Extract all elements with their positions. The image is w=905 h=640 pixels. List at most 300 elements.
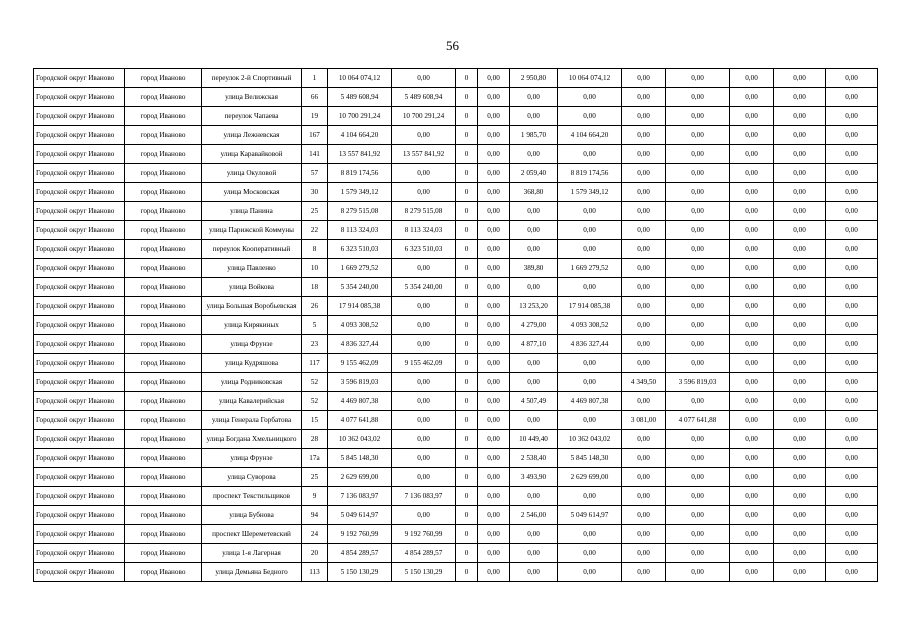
cell-count-col-7: 0: [456, 107, 478, 126]
cell-value-col-13: 0,00: [730, 126, 774, 145]
cell-area-col-11: 0,00: [622, 544, 666, 563]
cell-area-col-9: 0,00: [510, 221, 558, 240]
cell-count-col-7: 0: [456, 544, 478, 563]
cell-cost-col-6: 5 354 240,00: [392, 278, 456, 297]
cell-street: проспект Текстильщиков: [202, 487, 302, 506]
cell-cost-col-12: 0,00: [666, 316, 730, 335]
cell-total-cost: 4 077 641,88: [328, 411, 392, 430]
table-row: [34, 69, 878, 88]
cell-cost-col-12: 0,00: [666, 449, 730, 468]
cell-house-number: 28: [302, 430, 328, 449]
cell-area-col-11: 0,00: [622, 297, 666, 316]
cell-area-col-9: 0,00: [510, 544, 558, 563]
cell-value-col-13: 0,00: [730, 88, 774, 107]
cell-count-col-7: 0: [456, 202, 478, 221]
cell-cost-col-6: 4 854 289,57: [392, 544, 456, 563]
cell-value-col-13: 0,00: [730, 259, 774, 278]
cell-area-col-11: 0,00: [622, 449, 666, 468]
cell-value-col-8: 0,00: [478, 563, 510, 582]
cell-cost-col-12: 0,00: [666, 88, 730, 107]
cell-total-cost: 6 323 510,03: [328, 240, 392, 259]
cell-street: улица Павленко: [202, 259, 302, 278]
cell-cost-col-10: 0,00: [558, 88, 622, 107]
cell-value-col-14: 0,00: [774, 126, 826, 145]
cell-area-col-9: 2 546,00: [510, 506, 558, 525]
cell-cost-col-6: 7 136 083,97: [392, 487, 456, 506]
cell-locality: город Иваново: [125, 259, 202, 278]
table-row: [34, 221, 878, 240]
cell-locality: город Иваново: [125, 544, 202, 563]
cell-value-col-14: 0,00: [774, 145, 826, 164]
cell-locality: город Иваново: [125, 392, 202, 411]
cell-cost-col-10: 4 836 327,44: [558, 335, 622, 354]
cell-house-number: 52: [302, 392, 328, 411]
cell-house-number: 23: [302, 335, 328, 354]
cell-value-col-13: 0,00: [730, 506, 774, 525]
cell-total-cost: 4 836 327,44: [328, 335, 392, 354]
cell-cost-col-12: 0,00: [666, 126, 730, 145]
cell-area-col-9: 1 985,70: [510, 126, 558, 145]
cell-value-col-15: 0,00: [826, 354, 878, 373]
cell-value-col-13: 0,00: [730, 449, 774, 468]
cell-house-number: 24: [302, 525, 328, 544]
cell-house-number: 167: [302, 126, 328, 145]
cell-district: Городской округ Иваново: [34, 525, 125, 544]
cell-cost-col-10: 0,00: [558, 544, 622, 563]
cell-area-col-11: 0,00: [622, 316, 666, 335]
cell-value-col-8: 0,00: [478, 392, 510, 411]
cell-area-col-9: 0,00: [510, 354, 558, 373]
cell-value-col-15: 0,00: [826, 316, 878, 335]
cell-house-number: 20: [302, 544, 328, 563]
cell-value-col-15: 0,00: [826, 335, 878, 354]
cell-cost-col-6: 0,00: [392, 164, 456, 183]
cell-house-number: 1: [302, 69, 328, 88]
cell-value-col-14: 0,00: [774, 430, 826, 449]
cell-count-col-7: 0: [456, 449, 478, 468]
cell-house-number: 113: [302, 563, 328, 582]
cell-area-col-11: 0,00: [622, 278, 666, 297]
cell-area-col-9: 0,00: [510, 278, 558, 297]
cell-locality: город Иваново: [125, 316, 202, 335]
cell-cost-col-12: 3 596 819,03: [666, 373, 730, 392]
cell-locality: город Иваново: [125, 69, 202, 88]
cell-street: улица Суворова: [202, 468, 302, 487]
cell-value-col-8: 0,00: [478, 221, 510, 240]
cell-district: Городской округ Иваново: [34, 278, 125, 297]
cell-street: проспект Шереметевский: [202, 525, 302, 544]
cell-locality: город Иваново: [125, 221, 202, 240]
cell-total-cost: 1 669 279,52: [328, 259, 392, 278]
cell-total-cost: 5 489 608,94: [328, 88, 392, 107]
cell-cost-col-12: 0,00: [666, 354, 730, 373]
cell-value-col-13: 0,00: [730, 316, 774, 335]
cell-value-col-15: 0,00: [826, 145, 878, 164]
cell-locality: город Иваново: [125, 240, 202, 259]
cell-cost-col-10: 0,00: [558, 145, 622, 164]
cell-value-col-15: 0,00: [826, 449, 878, 468]
table-row: [34, 411, 878, 430]
cell-value-col-8: 0,00: [478, 126, 510, 145]
cell-value-col-13: 0,00: [730, 164, 774, 183]
cell-value-col-13: 0,00: [730, 354, 774, 373]
table-row: [34, 563, 878, 582]
cell-cost-col-10: 0,00: [558, 563, 622, 582]
cell-cost-col-12: 0,00: [666, 487, 730, 506]
cell-count-col-7: 0: [456, 126, 478, 145]
cell-total-cost: 5 150 130,29: [328, 563, 392, 582]
cell-value-col-15: 0,00: [826, 297, 878, 316]
cell-district: Городской округ Иваново: [34, 88, 125, 107]
cell-count-col-7: 0: [456, 525, 478, 544]
cell-value-col-13: 0,00: [730, 335, 774, 354]
cell-value-col-13: 0,00: [730, 202, 774, 221]
cell-area-col-9: 0,00: [510, 240, 558, 259]
cell-area-col-11: 0,00: [622, 525, 666, 544]
cell-cost-col-6: 0,00: [392, 259, 456, 278]
cell-count-col-7: 0: [456, 563, 478, 582]
cell-count-col-7: 0: [456, 487, 478, 506]
cell-cost-col-10: 0,00: [558, 411, 622, 430]
cell-cost-col-12: 0,00: [666, 183, 730, 202]
cell-area-col-11: 0,00: [622, 164, 666, 183]
cell-district: Городской округ Иваново: [34, 354, 125, 373]
cell-cost-col-6: 0,00: [392, 316, 456, 335]
cell-district: Городской округ Иваново: [34, 221, 125, 240]
cell-area-col-11: 3 081,00: [622, 411, 666, 430]
cell-value-col-15: 0,00: [826, 544, 878, 563]
cell-street: переулок Кооперативный: [202, 240, 302, 259]
cell-total-cost: 9 192 760,99: [328, 525, 392, 544]
cell-district: Городской округ Иваново: [34, 316, 125, 335]
cell-area-col-11: 0,00: [622, 202, 666, 221]
table-row: [34, 449, 878, 468]
cell-total-cost: 4 469 807,38: [328, 392, 392, 411]
cell-locality: город Иваново: [125, 506, 202, 525]
cell-value-col-8: 0,00: [478, 240, 510, 259]
cell-value-col-8: 0,00: [478, 373, 510, 392]
cell-house-number: 10: [302, 259, 328, 278]
cell-street: улица Генерала Горбатова: [202, 411, 302, 430]
cell-count-col-7: 0: [456, 278, 478, 297]
table-row: [34, 373, 878, 392]
cell-area-col-9: 0,00: [510, 373, 558, 392]
cell-district: Городской округ Иваново: [34, 297, 125, 316]
cell-value-col-14: 0,00: [774, 221, 826, 240]
cell-cost-col-6: 0,00: [392, 335, 456, 354]
cell-district: Городской округ Иваново: [34, 506, 125, 525]
cell-area-col-11: 0,00: [622, 430, 666, 449]
cell-value-col-14: 0,00: [774, 411, 826, 430]
cell-street: улица Родниковская: [202, 373, 302, 392]
cell-cost-col-6: 9 192 760,99: [392, 525, 456, 544]
cell-value-col-14: 0,00: [774, 373, 826, 392]
cell-value-col-13: 0,00: [730, 411, 774, 430]
cell-locality: город Иваново: [125, 145, 202, 164]
cell-cost-col-6: 0,00: [392, 69, 456, 88]
cell-value-col-14: 0,00: [774, 335, 826, 354]
cell-value-col-8: 0,00: [478, 430, 510, 449]
cell-value-col-15: 0,00: [826, 183, 878, 202]
table-row: [34, 316, 878, 335]
cell-value-col-14: 0,00: [774, 278, 826, 297]
cell-value-col-15: 0,00: [826, 240, 878, 259]
cell-locality: город Иваново: [125, 88, 202, 107]
cell-district: Городской округ Иваново: [34, 107, 125, 126]
cell-area-col-11: 0,00: [622, 335, 666, 354]
cell-cost-col-12: 0,00: [666, 335, 730, 354]
cell-value-col-15: 0,00: [826, 107, 878, 126]
cell-area-col-11: 0,00: [622, 392, 666, 411]
cell-area-col-9: 0,00: [510, 487, 558, 506]
cell-cost-col-10: 10 064 074,12: [558, 69, 622, 88]
cell-house-number: 17а: [302, 449, 328, 468]
cell-area-col-11: 0,00: [622, 240, 666, 259]
cell-value-col-15: 0,00: [826, 468, 878, 487]
cell-area-col-9: 4 279,00: [510, 316, 558, 335]
table-row: [34, 164, 878, 183]
cell-value-col-14: 0,00: [774, 468, 826, 487]
cell-street: улица Фрунзе: [202, 449, 302, 468]
cell-value-col-15: 0,00: [826, 69, 878, 88]
cell-area-col-11: 0,00: [622, 88, 666, 107]
cell-area-col-11: 4 349,50: [622, 373, 666, 392]
cell-value-col-13: 0,00: [730, 107, 774, 126]
cell-area-col-9: 0,00: [510, 107, 558, 126]
cell-cost-col-12: 0,00: [666, 69, 730, 88]
cell-street: улица Бубнова: [202, 506, 302, 525]
cell-cost-col-10: 8 819 174,56: [558, 164, 622, 183]
cell-street: улица 1-я Лагерная: [202, 544, 302, 563]
cell-area-col-9: 2 538,40: [510, 449, 558, 468]
cell-count-col-7: 0: [456, 297, 478, 316]
cell-district: Городской округ Иваново: [34, 487, 125, 506]
table-row: [34, 335, 878, 354]
cell-value-col-15: 0,00: [826, 563, 878, 582]
cell-area-col-11: 0,00: [622, 107, 666, 126]
cell-area-col-9: 3 493,90: [510, 468, 558, 487]
cell-district: Городской округ Иваново: [34, 183, 125, 202]
cell-cost-col-6: 6 323 510,03: [392, 240, 456, 259]
cell-cost-col-6: 5 489 608,94: [392, 88, 456, 107]
cell-cost-col-10: 0,00: [558, 525, 622, 544]
cell-area-col-9: 0,00: [510, 525, 558, 544]
cell-district: Городской округ Иваново: [34, 202, 125, 221]
cell-cost-col-6: 8 279 515,08: [392, 202, 456, 221]
cell-value-col-13: 0,00: [730, 544, 774, 563]
cell-cost-col-12: 0,00: [666, 278, 730, 297]
cell-value-col-13: 0,00: [730, 145, 774, 164]
cell-cost-col-6: 0,00: [392, 373, 456, 392]
cell-cost-col-12: 0,00: [666, 468, 730, 487]
cell-cost-col-12: 0,00: [666, 145, 730, 164]
table-row: [34, 88, 878, 107]
cell-district: Городской округ Иваново: [34, 145, 125, 164]
table-row: [34, 202, 878, 221]
cell-value-col-14: 0,00: [774, 259, 826, 278]
cell-total-cost: 4 854 289,57: [328, 544, 392, 563]
cell-value-col-15: 0,00: [826, 392, 878, 411]
cell-area-col-11: 0,00: [622, 259, 666, 278]
cell-area-col-9: 4 877,10: [510, 335, 558, 354]
cell-cost-col-12: 0,00: [666, 525, 730, 544]
cell-house-number: 25: [302, 202, 328, 221]
cell-district: Городской округ Иваново: [34, 544, 125, 563]
cell-street: переулок 2-й Спортивный: [202, 69, 302, 88]
cell-cost-col-12: 0,00: [666, 240, 730, 259]
cell-value-col-15: 0,00: [826, 525, 878, 544]
cell-count-col-7: 0: [456, 468, 478, 487]
cell-cost-col-10: 0,00: [558, 487, 622, 506]
cell-value-col-13: 0,00: [730, 468, 774, 487]
cell-street: улица Московская: [202, 183, 302, 202]
cell-cost-col-10: 4 104 664,20: [558, 126, 622, 145]
cell-street: улица Окуловой: [202, 164, 302, 183]
cell-total-cost: 1 579 349,12: [328, 183, 392, 202]
cell-value-col-8: 0,00: [478, 525, 510, 544]
cell-total-cost: 8 113 324,03: [328, 221, 392, 240]
cell-value-col-8: 0,00: [478, 506, 510, 525]
cell-total-cost: 10 064 074,12: [328, 69, 392, 88]
cell-value-col-13: 0,00: [730, 525, 774, 544]
cell-locality: город Иваново: [125, 183, 202, 202]
cell-value-col-15: 0,00: [826, 259, 878, 278]
cell-count-col-7: 0: [456, 69, 478, 88]
cell-cost-col-6: 8 113 324,03: [392, 221, 456, 240]
cell-total-cost: 4 093 308,52: [328, 316, 392, 335]
cell-cost-col-6: 0,00: [392, 392, 456, 411]
cell-cost-col-12: 0,00: [666, 544, 730, 563]
cell-value-col-14: 0,00: [774, 88, 826, 107]
cell-total-cost: 5 845 148,30: [328, 449, 392, 468]
table-row: [34, 107, 878, 126]
cell-total-cost: 9 155 462,09: [328, 354, 392, 373]
cell-value-col-14: 0,00: [774, 525, 826, 544]
cell-value-col-13: 0,00: [730, 373, 774, 392]
cell-value-col-14: 0,00: [774, 240, 826, 259]
cell-value-col-14: 0,00: [774, 487, 826, 506]
cell-value-col-14: 0,00: [774, 354, 826, 373]
cell-street: улица Войкова: [202, 278, 302, 297]
cell-house-number: 5: [302, 316, 328, 335]
cell-value-col-13: 0,00: [730, 69, 774, 88]
cell-count-col-7: 0: [456, 221, 478, 240]
table-row: [34, 392, 878, 411]
cell-district: Городской округ Иваново: [34, 430, 125, 449]
cell-house-number: 52: [302, 373, 328, 392]
cell-cost-col-10: 0,00: [558, 107, 622, 126]
cell-area-col-11: 0,00: [622, 221, 666, 240]
cell-count-col-7: 0: [456, 430, 478, 449]
cell-area-col-9: 10 449,40: [510, 430, 558, 449]
cell-count-col-7: 0: [456, 354, 478, 373]
cell-count-col-7: 0: [456, 411, 478, 430]
cell-value-col-8: 0,00: [478, 316, 510, 335]
cell-total-cost: 13 557 841,92: [328, 145, 392, 164]
cell-locality: город Иваново: [125, 297, 202, 316]
cell-value-col-15: 0,00: [826, 221, 878, 240]
cell-area-col-9: 4 507,49: [510, 392, 558, 411]
cell-locality: город Иваново: [125, 202, 202, 221]
cell-value-col-13: 0,00: [730, 240, 774, 259]
table-row: [34, 544, 878, 563]
cell-street: улица Панина: [202, 202, 302, 221]
cell-area-col-9: 2 059,40: [510, 164, 558, 183]
cell-area-col-9: 0,00: [510, 88, 558, 107]
cell-value-col-14: 0,00: [774, 297, 826, 316]
cell-value-col-14: 0,00: [774, 544, 826, 563]
cell-total-cost: 7 136 083,97: [328, 487, 392, 506]
cell-value-col-15: 0,00: [826, 278, 878, 297]
cell-cost-col-6: 0,00: [392, 126, 456, 145]
cell-cost-col-10: 0,00: [558, 221, 622, 240]
cell-total-cost: 3 596 819,03: [328, 373, 392, 392]
cell-area-col-11: 0,00: [622, 468, 666, 487]
cell-street: улица Кавалерийская: [202, 392, 302, 411]
cell-value-col-14: 0,00: [774, 449, 826, 468]
cell-cost-col-10: 0,00: [558, 354, 622, 373]
table-row: [34, 487, 878, 506]
cell-cost-col-10: 10 362 043,02: [558, 430, 622, 449]
cell-value-col-14: 0,00: [774, 392, 826, 411]
cell-value-col-8: 0,00: [478, 544, 510, 563]
cell-value-col-15: 0,00: [826, 202, 878, 221]
cell-cost-col-10: 4 093 308,52: [558, 316, 622, 335]
cell-value-col-8: 0,00: [478, 487, 510, 506]
cell-district: Городской округ Иваново: [34, 335, 125, 354]
cell-cost-col-12: 0,00: [666, 259, 730, 278]
cell-value-col-14: 0,00: [774, 69, 826, 88]
cell-locality: город Иваново: [125, 411, 202, 430]
cell-count-col-7: 0: [456, 392, 478, 411]
cell-total-cost: 17 914 085,38: [328, 297, 392, 316]
cell-street: улица Богдана Хмельницкого: [202, 430, 302, 449]
cell-cost-col-12: 4 077 641,88: [666, 411, 730, 430]
cell-count-col-7: 0: [456, 240, 478, 259]
cell-area-col-9: 0,00: [510, 145, 558, 164]
cell-cost-col-10: 4 469 807,38: [558, 392, 622, 411]
cell-value-col-15: 0,00: [826, 88, 878, 107]
cell-house-number: 57: [302, 164, 328, 183]
cell-count-col-7: 0: [456, 335, 478, 354]
cell-cost-col-6: 10 700 291,24: [392, 107, 456, 126]
cell-area-col-11: 0,00: [622, 563, 666, 582]
cell-house-number: 25: [302, 468, 328, 487]
cell-count-col-7: 0: [456, 373, 478, 392]
cell-locality: город Иваново: [125, 468, 202, 487]
cell-house-number: 30: [302, 183, 328, 202]
cell-cost-col-6: 0,00: [392, 297, 456, 316]
cell-street: переулок Чапаева: [202, 107, 302, 126]
table-row: [34, 240, 878, 259]
cell-area-col-9: 0,00: [510, 563, 558, 582]
cell-district: Городской округ Иваново: [34, 392, 125, 411]
cell-area-col-11: 0,00: [622, 487, 666, 506]
cell-house-number: 117: [302, 354, 328, 373]
cell-cost-col-10: 0,00: [558, 202, 622, 221]
cell-value-col-15: 0,00: [826, 164, 878, 183]
table-row: [34, 354, 878, 373]
cell-cost-col-12: 0,00: [666, 392, 730, 411]
cell-district: Городской округ Иваново: [34, 126, 125, 145]
cell-value-col-14: 0,00: [774, 316, 826, 335]
cell-house-number: 15: [302, 411, 328, 430]
table-row: [34, 297, 878, 316]
table-row: [34, 259, 878, 278]
cell-value-col-8: 0,00: [478, 297, 510, 316]
cell-value-col-14: 0,00: [774, 506, 826, 525]
cell-count-col-7: 0: [456, 164, 478, 183]
